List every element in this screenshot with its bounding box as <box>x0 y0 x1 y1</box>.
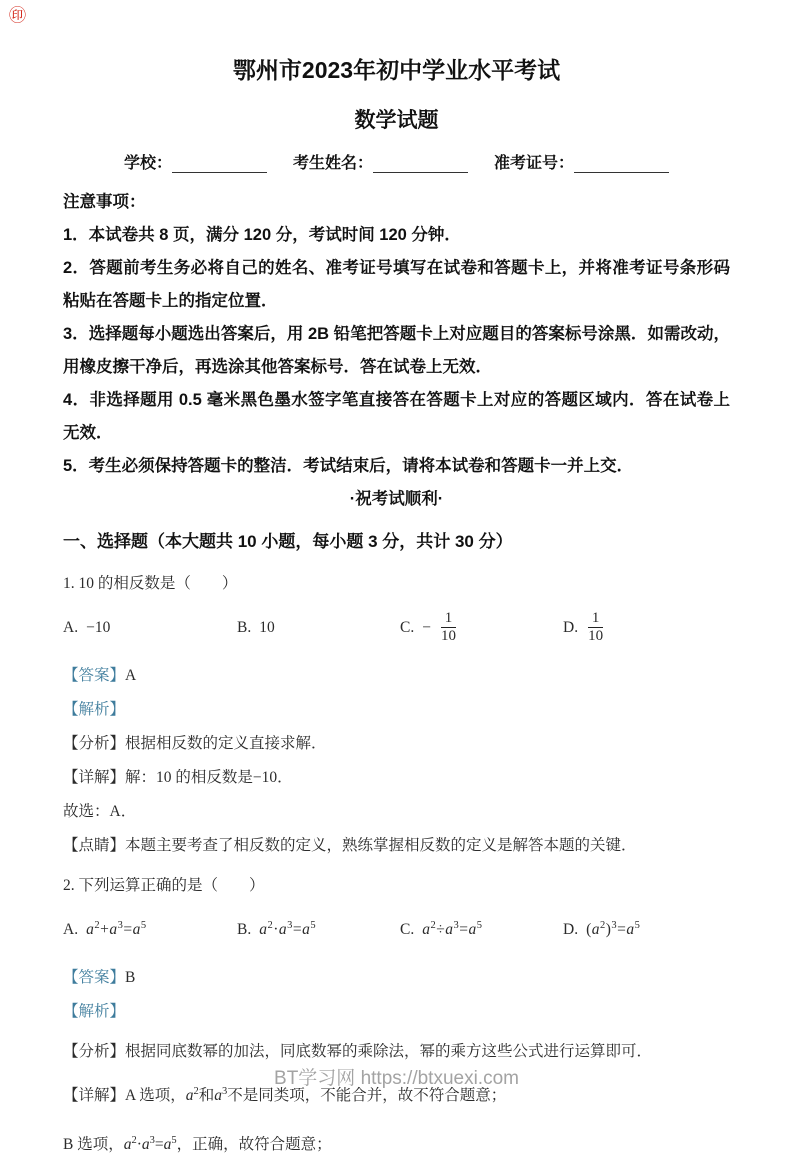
exam-greeting: ·祝考试顺利· <box>349 489 444 508</box>
q1-option-d <box>563 610 730 646</box>
candidate-name-blank-line <box>373 156 468 173</box>
notice-item-1: 1．本试卷共 8 页，满分 120 分，考试时间 120 分钟． <box>63 225 461 244</box>
q2-line-b-parts: B 选项，$a^2\cdot a^3=a^5$，正确，故符合题意； <box>63 1135 332 1154</box>
q2-option-a <box>63 920 237 939</box>
q2-option-c-formula: $a^2\div a^3=a^5$ <box>422 920 483 939</box>
notice-item-5: 5．考生必须保持答题卡的整洁．考试结束后，请将本试卷和答题卡一并上交． <box>63 456 634 475</box>
q2-answer-line <box>63 967 730 988</box>
ticket-number-blank-line <box>574 156 669 173</box>
xiangjie-label: 【详解】 <box>63 768 126 786</box>
question-1-stem: 1. 10 的相反数是（ ） <box>63 574 238 592</box>
q1-option-c-fraction <box>439 610 458 646</box>
school-label: 学校： <box>123 154 172 172</box>
q1-fenxi-line <box>63 733 730 754</box>
q2-option-d-label: D. <box>563 920 579 938</box>
q2-option-c <box>400 920 563 939</box>
q1-answer-line <box>63 665 730 686</box>
q2-xiangjie-parts: A 选项，$a^2$和$a^3$不是同类项，不能合并，故不符合题意； <box>125 1085 507 1105</box>
fraction-numerator: 1 <box>588 610 604 628</box>
q2-option-c-label: C. <box>400 920 415 938</box>
q1-option-c <box>400 610 563 646</box>
q1-option-b-label: B. <box>237 618 252 636</box>
q2-fenxi-text: 根据同底数幂的加法，同底数幂的乘除法，幂的乘方这些公式进行运算即可． <box>125 1042 653 1060</box>
fraction-numerator: 1 <box>441 610 457 628</box>
q1-answer-value: A <box>125 666 137 684</box>
q2-option-d <box>563 920 730 939</box>
q1-dianjing-text: 本题主要考查了相反数的定义，熟练掌握相反数的定义是解答本题的关键． <box>125 836 637 854</box>
question-2-stem: 2. 下列运算正确的是（ ） <box>63 876 265 894</box>
fraction-denominator: 10 <box>588 628 604 645</box>
question-2-options-row <box>63 906 730 954</box>
q2-option-b-formula: $a^2\cdot a^3=a^5$ <box>259 920 317 939</box>
q1-option-a-label: A. <box>63 618 79 636</box>
q2-option-b-detail-line <box>63 1130 730 1155</box>
q1-option-c-minus-sign: − <box>422 618 431 636</box>
q1-dianjing-line <box>63 835 730 856</box>
school-field <box>124 150 267 173</box>
fraction-denominator: 10 <box>440 628 456 645</box>
q1-option-a <box>63 619 237 637</box>
q1-option-a-value: −10 <box>86 618 111 636</box>
red-seal-icon: ㊞ <box>9 6 26 25</box>
q2-option-d-formula: $(a^2)^3=a^5$ <box>586 920 641 939</box>
q1-xiangjie-text: 解：10 的相反数是−10． <box>125 768 293 786</box>
q1-option-d-label: D. <box>563 618 579 636</box>
q1-option-b <box>237 619 400 637</box>
q1-guxuan-line: 故选：A． <box>63 802 137 820</box>
notice-item-3: 3．选择题每小题选出答案后，用 2B 铅笔把答题卡上对应题目的答案标号涂黑．如需改动，用橡皮擦干净后，再选涂其他答案标号．答在试卷上无效． <box>63 324 730 376</box>
answer-label: 【答案】 <box>63 968 126 986</box>
q2-jiexi-line <box>63 1001 730 1022</box>
fenxi-label: 【分析】 <box>63 734 126 752</box>
q1-option-b-value: 10 <box>259 618 275 636</box>
q1-fenxi-text: 根据相反数的定义直接求解． <box>125 734 327 752</box>
school-blank-line <box>172 156 267 173</box>
candidate-name-label: 考生姓名： <box>292 154 373 172</box>
q2-option-a-label: A. <box>63 920 79 938</box>
xiangjie-label: 【详解】 <box>63 1087 126 1105</box>
answer-label: 【答案】 <box>63 666 126 684</box>
notice-section <box>63 186 730 483</box>
q2-option-b-label: B. <box>237 920 252 938</box>
notice-item-2: 2．答题前考生务必将自己的姓名、准考证号填写在试卷和答题卡上，并将准考证号条形码粘贴在答题卡上的指定位置． <box>63 258 730 310</box>
jiexi-label: 【解析】 <box>63 700 126 718</box>
ticket-number-label: 准考证号： <box>494 154 575 172</box>
ticket-number-field <box>494 150 669 173</box>
page-subtitle: 数学试题 <box>354 108 439 132</box>
q2-answer-value: B <box>125 968 136 986</box>
page-title: 鄂州市2023年初中学业水平考试 <box>232 57 561 83</box>
q1-xiangjie-line <box>63 767 730 788</box>
dianjing-label: 【点睛】 <box>63 836 126 854</box>
section-1-heading: 一、选择题（本大题共 10 小题，每小题 3 分，共计 30 分） <box>63 531 513 551</box>
candidate-name-field <box>293 150 468 173</box>
q1-option-d-fraction <box>586 610 605 646</box>
q2-option-a-formula: $a^2+a^3=a^5$ <box>86 920 147 939</box>
candidate-fields-row <box>63 150 730 173</box>
notice-item-4: 4．非选择题用 0.5 毫米黑色墨水签字笔直接答在答题卡上对应的答题区域内．答在试卷上无效． <box>63 390 730 442</box>
site-watermark: BT学习网 https://btxuexi.com <box>274 1068 519 1089</box>
notice-heading: 注意事项： <box>63 192 146 211</box>
q1-jiexi-line <box>63 699 730 720</box>
question-1-options-row <box>63 604 730 652</box>
fenxi-label: 【分析】 <box>63 1042 126 1060</box>
jiexi-label: 【解析】 <box>63 1002 126 1020</box>
q2-option-b <box>237 920 400 939</box>
q2-fenxi-line <box>63 1041 730 1062</box>
q1-option-c-label: C. <box>400 618 415 636</box>
